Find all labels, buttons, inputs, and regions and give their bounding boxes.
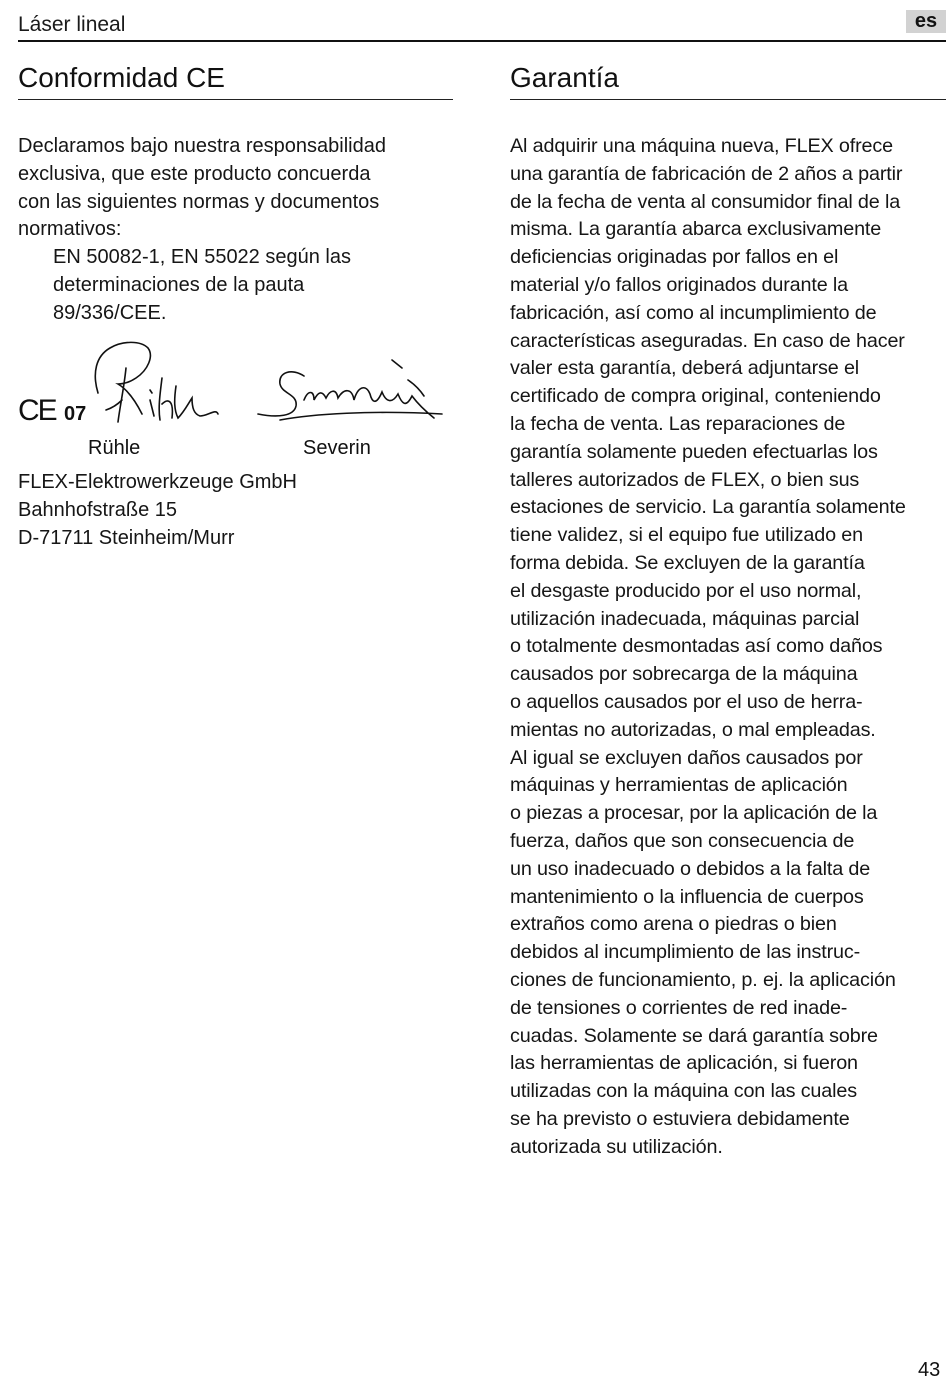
warranty-line: de tensiones o corrientes de red inade- bbox=[510, 996, 848, 1019]
ce-declaration bbox=[18, 133, 386, 328]
warranty-line: cuadas. Solamente se dará garantía sobre bbox=[510, 1024, 878, 1047]
warranty-line: la fecha de venta. Las reparaciones de bbox=[510, 412, 846, 435]
warranty-line: Al igual se excluyen daños causados por bbox=[510, 746, 863, 769]
warranty-line: tiene validez, si el equipo fue utilizado en bbox=[510, 524, 863, 547]
declaration-line: con las siguientes normas y documentos bbox=[18, 190, 380, 213]
declaration-line: normativos: bbox=[18, 218, 122, 241]
warranty-line: autorizada su utilización. bbox=[510, 1135, 723, 1158]
standards-line: EN 50082-1, EN 55022 según las bbox=[53, 246, 351, 269]
warranty-line: un uso inadecuado o debidos a la falta de bbox=[510, 857, 871, 880]
warranty-line: Al adquirir una máquina nueva, FLEX ofrece bbox=[510, 135, 893, 157]
warranty-line: características aseguradas. En caso de hacer bbox=[510, 329, 905, 352]
signature-ruhle bbox=[88, 338, 238, 428]
warranty-title: Garantía bbox=[510, 62, 619, 93]
warranty-line: máquinas y herramientas de aplicación bbox=[510, 774, 848, 797]
warranty-line: se ha previsto o estuviera debidamente bbox=[510, 1107, 850, 1130]
document-header-title: Láser lineal bbox=[18, 13, 126, 36]
warranty-line: las herramientas de aplicación, si fueron bbox=[510, 1052, 858, 1075]
address-line: FLEX-Elektrowerkzeuge GmbH bbox=[18, 471, 297, 493]
signer-name-severin: Severin bbox=[303, 437, 371, 459]
warranty-line: utilización inadecuada, máquinas parcial bbox=[510, 607, 860, 630]
signer-name-ruhle: Rühle bbox=[88, 437, 141, 459]
warranty-line: certificado de compra original, conteniendo bbox=[510, 385, 881, 408]
page-number: 43 bbox=[918, 1359, 941, 1381]
header-rule bbox=[18, 40, 946, 42]
address-line: D-71711 Steinheim/Murr bbox=[18, 526, 235, 549]
warranty-title-rule bbox=[510, 99, 946, 100]
warranty-line: forma debida. Se excluyen de la garantía bbox=[510, 551, 865, 574]
warranty-line: o aquellos causados por el uso de herra- bbox=[510, 690, 863, 713]
warranty-line: estaciones de servicio. La garantía solamente bbox=[510, 496, 906, 519]
warranty-line: debidos al incumplimiento de las instruc- bbox=[510, 941, 861, 964]
warranty-line: o piezas a procesar, por la aplicación de la bbox=[510, 802, 878, 825]
warranty-line: misma. La garantía abarca exclusivamente bbox=[510, 218, 882, 241]
warranty-line: fabricación, así como al incumplimiento de bbox=[510, 301, 877, 324]
address-line: Bahnhofstraße 15 bbox=[18, 498, 177, 521]
warranty-line: utilizadas con la máquina con las cuales bbox=[510, 1080, 857, 1103]
warranty-line: causados por sobrecarga de la máquina bbox=[510, 663, 858, 686]
warranty-line: ciones de funcionamiento, p. ej. la aplicación bbox=[510, 968, 896, 991]
warranty-line: fuerza, daños que son consecuencia de bbox=[510, 829, 855, 852]
ce-mark-year: 07 bbox=[64, 403, 87, 425]
declaration-line: exclusiva, que este producto concuerda bbox=[18, 162, 371, 185]
warranty-line: valer esta garantía, deberá adjuntarse el bbox=[510, 357, 860, 380]
warranty-line: mantenimiento o la influencia de cuerpos bbox=[510, 885, 864, 908]
warranty-line: mientas no autorizadas, o mal empleadas. bbox=[510, 718, 876, 741]
signature-severin bbox=[252, 354, 447, 426]
language-tag: es bbox=[906, 10, 946, 33]
company-address bbox=[18, 469, 297, 552]
standards-line: determinaciones de la pauta bbox=[53, 273, 305, 296]
warranty-line: deficiencias originadas por fallos en el bbox=[510, 246, 839, 269]
warranty-line: o totalmente desmontadas así como daños bbox=[510, 635, 883, 658]
warranty-line: material y/o fallos originados durante la bbox=[510, 273, 849, 296]
standards-line: 89/336/CEE. bbox=[53, 301, 167, 324]
declaration-line: Declaramos bajo nuestra responsabilidad bbox=[18, 135, 386, 157]
warranty-body bbox=[510, 133, 906, 1161]
warranty-line: el desgaste producido por el uso normal, bbox=[510, 579, 862, 602]
warranty-line: de la fecha de venta al consumidor final de la bbox=[510, 190, 901, 213]
ce-title-rule bbox=[18, 99, 453, 100]
warranty-line: una garantía de fabricación de 2 años a partir bbox=[510, 162, 903, 185]
ce-conformity-title: Conformidad CE bbox=[18, 62, 225, 93]
warranty-line: garantía solamente pueden efectuarlas los bbox=[510, 440, 878, 463]
warranty-line: talleres autorizados de FLEX, o bien sus bbox=[510, 468, 860, 491]
warranty-line: extraños como arena o piedras o bien bbox=[510, 913, 837, 936]
ce-mark-logo: CE bbox=[18, 394, 56, 427]
